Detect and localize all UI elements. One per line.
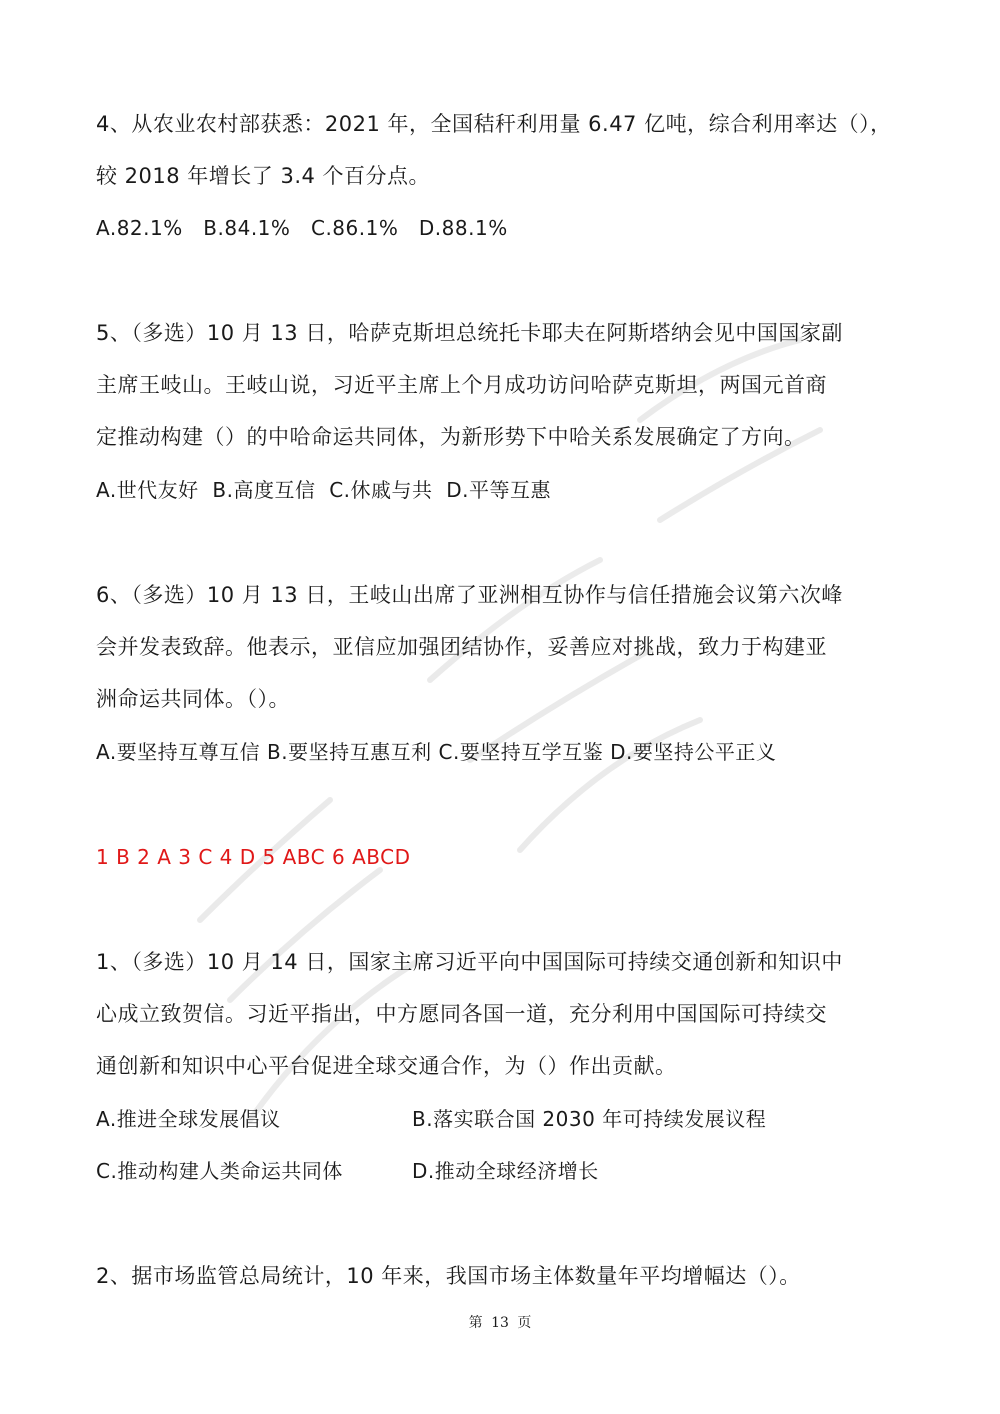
question-6-line-1: 6、（多选）10 月 13 日，王岐山出席了亚洲相互协作与信任措施会议第六次峰 [96, 583, 843, 607]
question-4-options: A.82.1% B.84.1% C.86.1% D.88.1% [96, 216, 508, 240]
question-1-option-c: C.推动构建人类命运共同体 [96, 1159, 343, 1183]
question-4-line-2: 较 2018 年增长了 3.4 个百分点。 [96, 164, 431, 188]
question-1-option-d: D.推动全球经济增长 [412, 1159, 599, 1183]
question-4-line-1: 4、从农业农村部获悉：2021 年，全国秸秆利用量 6.47 亿吨，综合利用率达（）， [96, 112, 892, 136]
question-6-line-3: 洲命运共同体。（）。 [96, 687, 290, 711]
footer-suffix: 页 [517, 1315, 532, 1331]
question-6-options: A.要坚持互尊互信 B.要坚持互惠互利 C.要坚持互学互鉴 D.要坚持公平正义 [96, 740, 777, 764]
question-1-option-a: A.推进全球发展倡议 [96, 1107, 281, 1131]
page-footer [0, 1312, 1000, 1332]
footer-prefix: 第 [468, 1315, 483, 1331]
question-5-options: A.世代友好 B.高度互信 C.休戚与共 D.平等互惠 [96, 478, 551, 502]
question-6-line-2: 会并发表致辞。他表示，亚信应加强团结协作，妥善应对挑战，致力于构建亚 [96, 635, 827, 659]
question-2-line-1: 2、据市场监管总局统计，10 年来，我国市场主体数量年平均增幅达（）。 [96, 1264, 801, 1288]
page-number: 13 [491, 1315, 509, 1331]
question-1-option-b: B.落实联合国 2030 年可持续发展议程 [412, 1107, 767, 1131]
question-5-line-3: 定推动构建（）的中哈命运共同体，为新形势下中哈关系发展确定了方向。 [96, 425, 806, 449]
question-1-line-3: 通创新和知识中心平台促进全球交通合作，为（）作出贡献。 [96, 1054, 677, 1078]
question-1-line-1: 1、（多选）10 月 14 日，国家主席习近平向中国国际可持续交通创新和知识中 [96, 950, 843, 974]
question-5-line-2: 主席王岐山。王岐山说，习近平主席上个月成功访问哈萨克斯坦，两国元首商 [96, 373, 827, 397]
answer-key: 1 B 2 A 3 C 4 D 5 ABC 6 ABCD [96, 845, 411, 869]
question-1-line-2: 心成立致贺信。习近平指出，中方愿同各国一道，充分利用中国国际可持续交 [96, 1002, 827, 1026]
question-5-line-1: 5、（多选）10 月 13 日，哈萨克斯坦总统托卡耶夫在阿斯塔纳会见中国国家副 [96, 321, 843, 345]
